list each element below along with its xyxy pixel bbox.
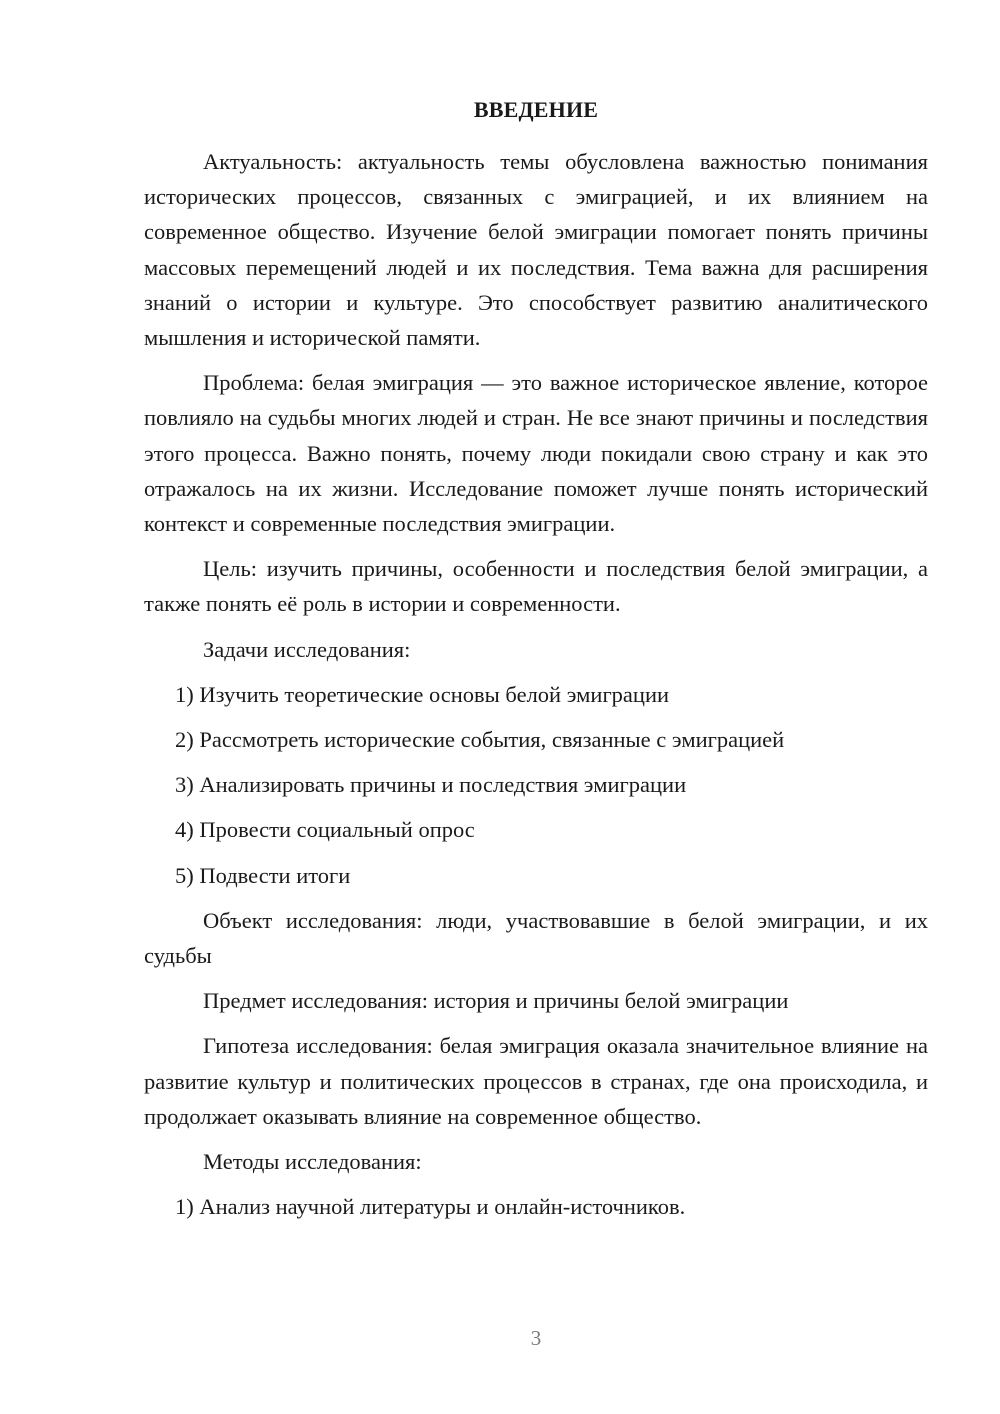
tasks-heading: Задачи исследования: — [203, 636, 411, 662]
page-title: ВВЕДЕНИЕ — [473, 97, 599, 122]
goal-paragraph: Цель: изучить причины, особенности и последствия белой эмиграции, а также понять её роль в истории и современности. — [144, 556, 928, 617]
relevance-paragraph: Актуальность: актуальность темы обусловлена важностью понимания исторических процессов, связанных с эмиграцией, и их влиянием на современное общество. Изучение белой эмиграции помогает понять причины массовых перемещений людей и их последствия. Тема важна для расширения знаний о истории и культуре. Это способствует развитию аналитического мышления и исторической памяти. — [144, 149, 928, 351]
task-item-3: 3) Анализировать причины и последствия эмиграции — [175, 772, 687, 798]
method-item-1: 1) Анализ научной литературы и онлайн-источников. — [175, 1194, 686, 1220]
object-paragraph: Объект исследования: люди, участвовавшие в белой эмиграции, и их судьбы — [144, 907, 928, 969]
page-number: 3 — [530, 1326, 542, 1350]
task-item-2: 2) Рассмотреть исторические события, связанные с эмиграцией — [175, 727, 785, 753]
task-item-4: 4) Провести социальный опрос — [175, 817, 475, 843]
document-page — [144, 94, 928, 1224]
task-item-1: 1) Изучить теоретические основы белой эмиграции — [175, 681, 670, 707]
task-item-5: 5) Подвести итоги — [175, 862, 351, 888]
hypothesis-paragraph: Гипотеза исследования: белая эмиграция оказала значительное влияние на развитие культур и политических процессов в странах, где она происходила, и продолжает оказывать влияние на современное общество. — [144, 1033, 928, 1129]
subject-paragraph: Предмет исследования: история и причины белой эмиграции — [203, 988, 789, 1014]
problem-paragraph: Проблема: белая эмиграция — это важное историческое явление, которое повлияло на судьбы многих людей и стран. Не все знают причины и последствия этого процесса. Важно понять, почему люди покидали свою страну и как это отражалось на их жизни. Исследование поможет лучше понять исторический контекст и современные последствия эмиграции. — [144, 370, 928, 537]
methods-heading: Методы исследования: — [203, 1149, 422, 1175]
